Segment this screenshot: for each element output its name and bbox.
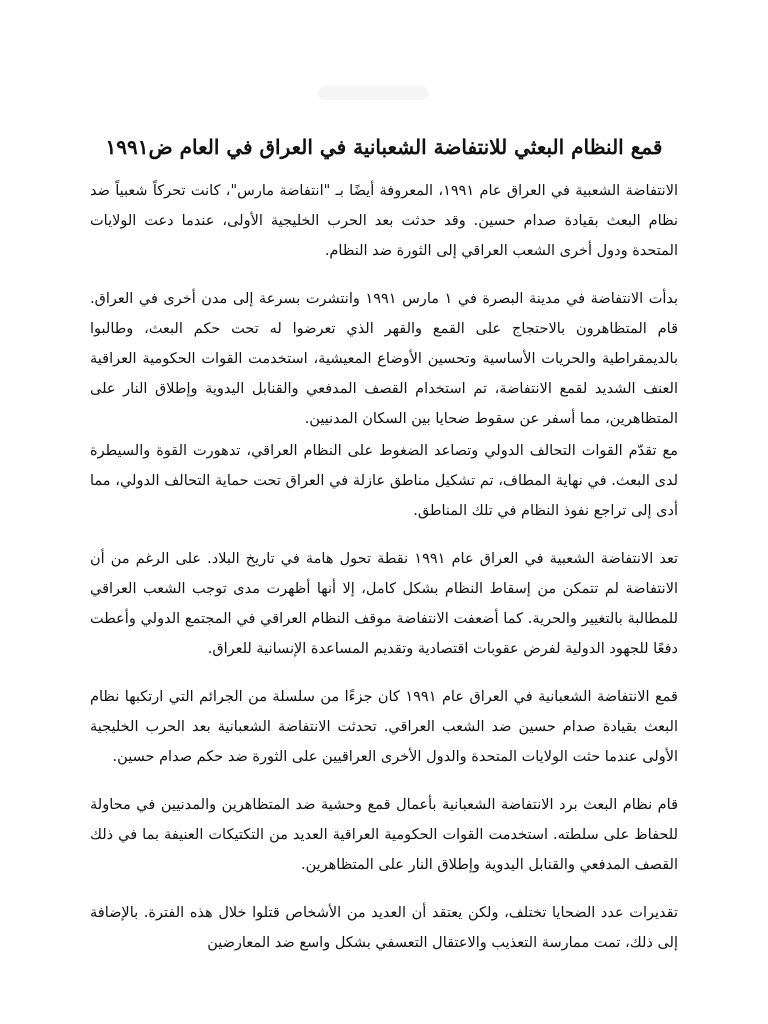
document-body: [90, 176, 678, 976]
paragraph-uprising-start: بدأت الانتفاضة في مدينة البصرة في ١ مارس ١٩٩١ وانتشرت بسرعة إلى مدن أخرى في العراق. قام المتظاهرون بالاحتجاج على القمع والقهر الذي تعرضوا له تحت حكم البعث، وطالبوا بالديمقراطية والحريات الأساسية وتحسين الأوضاع المعيشية، استخدمت القوات الحكومية العراقية العنف الشديد لقمع الانتفاضة، تم استخدام القصف المدفعي والقنابل اليدوية وإطلاق النار على المتظاهرين، مما أسفر عن سقوط ضحايا بين السكان المدنيين.: [90, 291, 679, 427]
paragraph-coalition: مع تقدّم القوات التحالف الدولي وتصاعد الضغوط على النظام العراقي، تدهورت القوة والسيطرة لدى البعث. في نهاية المطاف، تم تشكيل مناطق عازلة في العراق تحت حماية التحالف الدولي، مما أدى إلى تراجع نفوذ النظام في تلك المناطق.: [90, 443, 678, 519]
paragraph-repression: قام نظام البعث برد الانتفاضة الشعبانية بأعمال قمع وحشية ضد المتظاهرين والمدنيين في محاولة للحفاظ على سلطته. استخدمت القوات الحكومية العراقية العديد من التكتيكات العنيفة بما في ذلك القصف المدفعي والقنابل اليدوية وإطلاق النار على المتظاهرين.: [90, 797, 678, 873]
page-title: قمع النظام البعثي للانتفاضة الشعبانية في العراق في العام ض١٩٩١: [105, 135, 663, 159]
paragraph-turning-point: تعد الانتفاضة الشعبية في العراق عام ١٩٩١ نقطة تحول هامة في تاريخ البلاد. على الرغم من أن الانتفاضة لم تتمكن من إسقاط النظام بشكل كامل، إلا أنها أظهرت مدى توجب الشعب العراقي للمطالبة بالتغيير والحرية. كما أضعفت الانتفاضة موقف النظام العراقي في المجتمع الدولي وأعطت دفعًا للجهود الدولية لفرض عقوبات اقتصادية وتقديم المساعدة الإنسانية للعراق.: [90, 551, 678, 657]
faint-header-mark: [318, 86, 428, 100]
paragraph-intro: الانتفاضة الشعبية في العراق عام ١٩٩١، المعروفة أيضًا بـ "انتفاضة مارس"، كانت تحركاً شعبياً ضد نظام البعث بقيادة صدام حسين. وقد حدثت بعد الحرب الخليجية الأولى، عندما دعت الولايات المتحدة ودول أخرى الشعب العراقي إلى الثورة ضد النظام.: [90, 183, 678, 259]
paragraph-casualties: تقديرات عدد الضحايا تختلف، ولكن يعتقد أن العديد من الأشخاص قتلوا خلال هذه الفترة. بالإضافة إلى ذلك، تمت ممارسة التعذيب والاعتقال التعسفي بشكل واسع ضد المعارضين: [90, 905, 678, 951]
paragraph-crimes: قمع الانتفاضة الشعبانية في العراق عام ١٩٩١ كان جزءًا من سلسلة من الجرائم التي ارتكبها نظام البعث بقيادة صدام حسين ضد الشعب العراقي. تحدثت الانتفاضة الشعبانية بعد الحرب الخليجية الأولى عندما حثت الولايات المتحدة والدول الأخرى العراقيين على الثورة ضد حكم صدام حسين.: [90, 689, 678, 765]
